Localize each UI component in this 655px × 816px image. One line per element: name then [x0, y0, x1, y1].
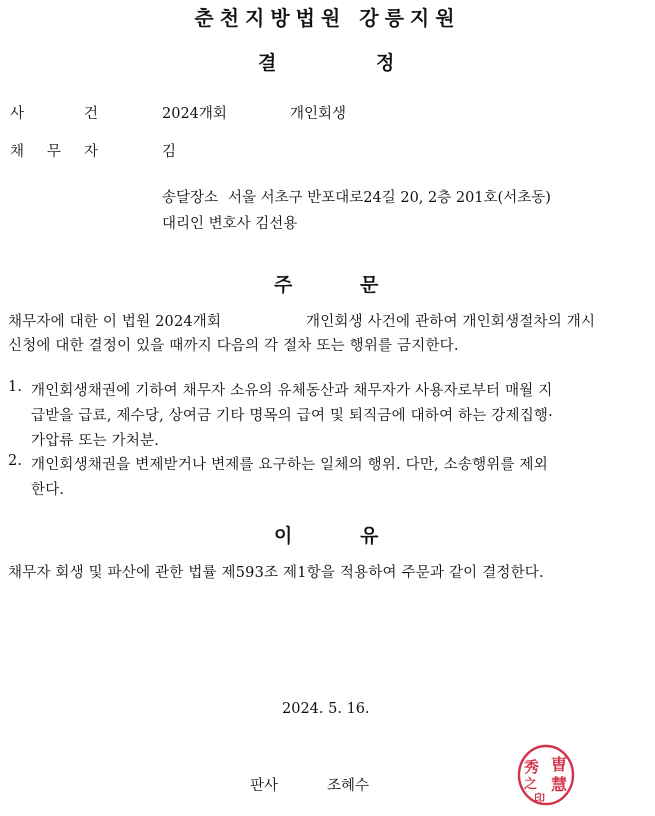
doc-title-left: 결	[258, 52, 277, 74]
seal-glyph: 慧	[551, 775, 568, 794]
decision-date: 2024. 5. 16.	[282, 701, 370, 717]
order-intro-line-1a: 채무자에 대한 이 법원 2024개회	[8, 314, 222, 330]
order-intro-line-1b: 개인회생 사건에 관하여 개인회생절차의 개시	[306, 314, 596, 330]
order-item-line: 개인회생채권에 기하여 채무자 소유의 유체동산과 채무자가 사용자로부터 매월 지	[31, 383, 553, 399]
judge-name: 조혜수	[327, 778, 370, 794]
judge-title: 판사	[250, 778, 279, 794]
case-number: 2024개회	[162, 106, 227, 122]
case-name: 개인회생	[290, 106, 347, 122]
case-label-char-1: 사	[10, 106, 25, 122]
doc-title-right: 정	[376, 52, 395, 74]
reason-title-right: 유	[360, 525, 379, 547]
debtor-label-char-3: 자	[84, 144, 99, 160]
order-item-line: 가압류 또는 가처분.	[31, 433, 160, 449]
case-label-char-2: 건	[84, 106, 99, 122]
order-item-number: 2.	[8, 453, 23, 469]
agent-line: 대리인 변호사 김선용	[162, 216, 298, 232]
service-label: 송달장소	[162, 190, 219, 206]
seal-glyph: 之	[524, 777, 538, 792]
debtor-name: 김	[162, 144, 177, 160]
order-item-line: 개인회생채권을 변제받거나 변제를 요구하는 일체의 행위. 다만, 소송행위를 제외	[31, 457, 548, 473]
reason-text: 채무자 회생 및 파산에 관한 법률 제593조 제1항을 적용하여 주문과 같이 결정한다.	[8, 565, 544, 581]
order-title-right: 문	[360, 274, 379, 296]
seal-glyph: 印	[534, 792, 545, 805]
order-title-left: 주	[274, 274, 293, 296]
judge-seal	[514, 742, 578, 808]
debtor-label-char-1: 채	[10, 144, 25, 160]
seal-glyph: 秀	[524, 758, 540, 776]
service-address: 서울 서초구 반포대로24길 20, 2층 201호(서초동)	[228, 190, 551, 206]
reason-title-left: 이	[274, 525, 293, 547]
court-name: 춘천지방법원 강릉지원	[194, 6, 461, 30]
debtor-label-char-2: 무	[47, 144, 62, 160]
order-item-line: 한다.	[31, 482, 65, 498]
seal-glyph: 曺	[551, 755, 568, 774]
order-item-line: 급받을 급료, 제수당, 상여금 기타 명목의 급여 및 퇴직금에 대하여 하는 강제집행·	[31, 408, 553, 424]
order-intro-line-2: 신청에 대한 결정이 있을 때까지 다음의 각 절차 또는 행위를 금지한다.	[8, 338, 459, 354]
order-item-number: 1.	[8, 379, 23, 395]
